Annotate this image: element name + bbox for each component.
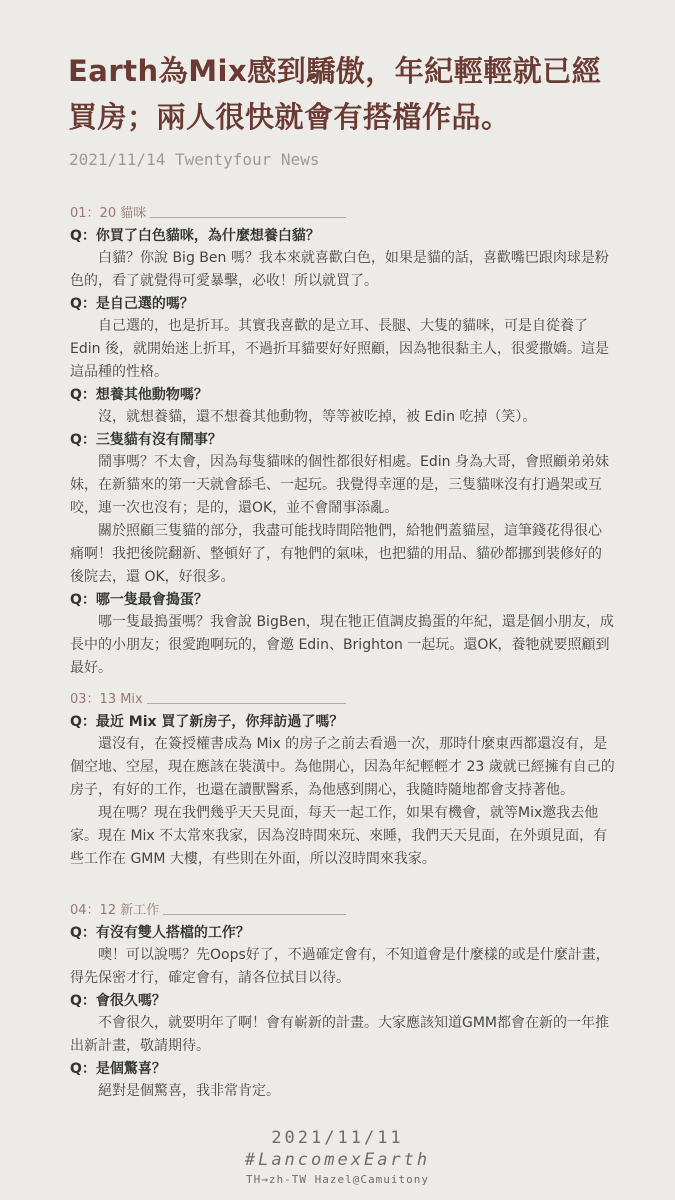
answer: 哪一隻最搗蛋嗎？我會說 BigBen，現在牠正值調皮搗蛋的年紀，還是個小朋友，成長中的小朋友；很愛跑啊玩的，會邀 Edin、Brighton 一起玩。還OK，養牠就要照顧到最好。: [70, 614, 614, 676]
section-cats: [70, 205, 615, 680]
answer: 絕對是個驚喜，我非常肯定。: [98, 1083, 280, 1099]
footer-credit: TH→zh-TW Hazel@Camuitony: [246, 1173, 429, 1186]
answer: 自己選的，也是折耳。其實我喜歡的是立耳、長腿、大隻的貓咪，可是自從養了 Edin 後，就開始迷上折耳，不過折耳貓要好好照顧，因為牠很黏主人，很愛撒嬌。這是這品種的性格。: [70, 318, 609, 380]
answer: 鬧事嗎？不太會，因為每隻貓咪的個性都很好相處。Edin 身為大哥，會照顧弟弟妹妹，在新貓來的第一天就會舔毛、一起玩。我覺得幸運的是，三隻貓咪沒有打過架或互咬，連一次也沒有；是的，還OK，並不會鬧事添亂。: [70, 454, 609, 516]
question: Q：三隻貓有沒有鬧事？: [70, 432, 222, 448]
answer: 還沒有，在簽授權書成為 Mix 的房子之前去看過一次，那時什麼東西都還沒有，是個空地、空屋，現在應該在裝潢中。為他開心，因為年紀輕輕才 23 歲就已經擁有自己的房子，有好的工作，也還在讀獸醫系，為他感到開心，我隨時隨地都會支持著他。: [70, 736, 615, 798]
question: Q：會很久嗎？: [70, 993, 166, 1009]
article-title: Earth為Mix感到驕傲，年紀輕輕就已經買房；兩人很快就會有搭檔作品。: [68, 54, 602, 134]
section-heading: [70, 691, 615, 711]
section-label: 03：13 Mix: [70, 692, 147, 707]
question: Q：想養其他動物嗎？: [70, 387, 208, 403]
question: Q：是個驚喜？: [70, 1061, 166, 1077]
question: Q：最近 Mix 買了新房子，你拜訪過了嗎？: [70, 714, 344, 730]
section-heading: [70, 205, 615, 225]
question: Q：哪一隻最會搗蛋？: [70, 592, 208, 608]
section-label: 04：12 新工作: [70, 903, 163, 918]
question: Q：是自己選的嗎？: [70, 296, 194, 312]
section-new-work: [70, 902, 615, 1103]
article-date: 2021/11/14 Twentyfour News: [69, 150, 320, 169]
section-mix: [70, 691, 615, 871]
answer: 沒，就想養貓，還不想養其他動物，等等被吃掉，被 Edin 吃掉（笑）。: [98, 409, 537, 425]
answer: 噢！可以說嗎？先Oops好了，不過確定會有，不知道會是什麼樣的或是什麼計畫，得先保密才行，確定會有，請各位拭目以待。: [70, 947, 610, 986]
section-heading: [70, 902, 615, 922]
answer: 現在嗎？現在我們幾乎天天見面，每天一起工作，如果有機會，就等Mix邀我去他家。現在 Mix 不太常來我家，因為沒時間來玩、來睡，我們天天見面，在外頭見面，有些工作在 GMM 大樓，有些則在外面，所以沒時間來我家。: [70, 805, 608, 867]
question: Q：你買了白色貓咪，為什麼想養白貓？: [70, 228, 320, 244]
section-label: 01：20 貓咪: [70, 206, 150, 221]
answer: 白貓？你說 Big Ben 嗎？我本來就喜歡白色，如果是貓的話，喜歡嘴巴跟肉球是粉色的，看了就覺得可愛暴擊，必收！所以就買了。: [70, 250, 609, 289]
question: Q：有沒有雙人搭檔的工作？: [70, 925, 250, 941]
footer-date: 2021/11/11: [271, 1128, 404, 1148]
answer: 關於照顧三隻貓的部分，我盡可能找時間陪牠們，給牠們蓋貓屋，這筆錢花得很心痛啊！我把後院翻新、整頓好了，有牠們的氣味，也把貓的用品、貓砂都挪到裝修好的後院去，還 OK，好很多。: [70, 523, 602, 585]
footer-hashtag: #LancomexEarth: [244, 1150, 431, 1170]
answer: 不會很久，就要明年了啊！會有嶄新的計畫。大家應該知道GMM都會在新的一年推出新計畫，敬請期待。: [70, 1015, 610, 1054]
